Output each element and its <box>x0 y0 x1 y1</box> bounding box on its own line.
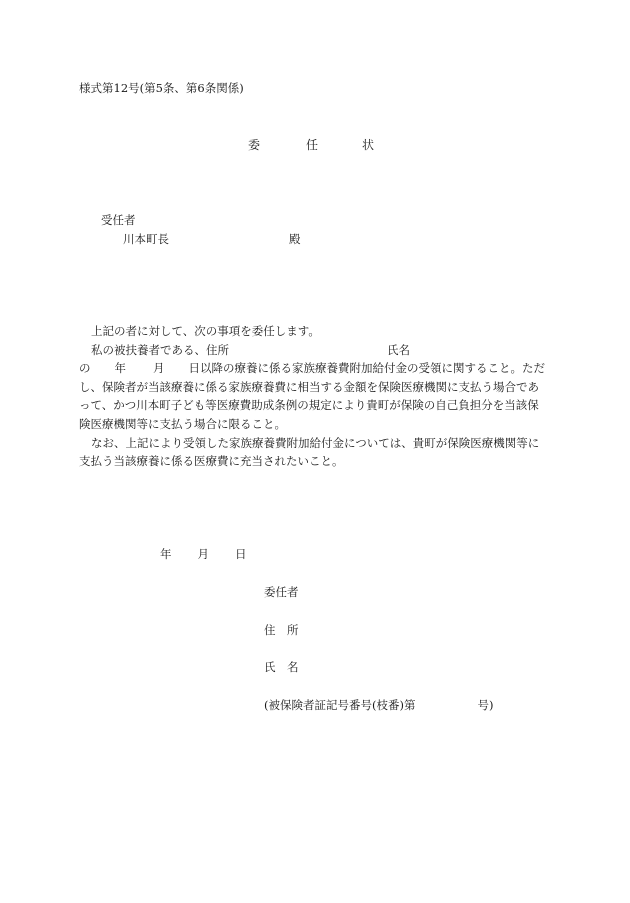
address-prefix: 私の被扶養者である、住所 <box>91 342 229 357</box>
body-line-3 <box>79 359 551 378</box>
title-char-1: 委 <box>248 138 261 152</box>
address-label: 住 所 <box>264 623 299 637</box>
document-title <box>248 137 374 153</box>
body-line-2 <box>79 341 551 360</box>
body-line-4: し、保険者が当該療養に係る家族療養費に相当する金額を保険医療機関に支払う場合であ <box>79 379 539 394</box>
recipient-label: 受任者 <box>101 213 136 227</box>
body-line-3-month: 月 <box>153 361 165 376</box>
date-line <box>160 546 247 562</box>
insurance-number-suffix: 号) <box>477 698 494 712</box>
body-line-6: 険医療機関等に支払う場合に限ること。 <box>79 416 286 431</box>
date-year: 年 <box>160 547 172 561</box>
body-line-5: って、かつ川本町子ども等医療費助成条例の規定により貴町が保険の自己負担分を当該保 <box>79 398 539 413</box>
name-prefix: 氏名 <box>387 342 410 357</box>
body-line-3-start: の <box>79 361 91 376</box>
insurance-number-prefix: (被保険者証記号番号(枝番)第 <box>264 698 416 712</box>
recipient-name: 川本町長 <box>123 232 169 246</box>
body-line-1: 上記の者に対して、次の事項を委任します。 <box>91 324 320 338</box>
date-day: 日 <box>235 547 247 561</box>
title-char-3: 状 <box>362 138 375 152</box>
title-char-2: 任 <box>306 138 319 152</box>
delegator-label: 委任者 <box>264 585 299 599</box>
body-line-8: 支払う当該療養に係る医療費に充当されたいこと。 <box>79 454 344 469</box>
form-number: 様式第12号(第5条、第6条関係) <box>79 81 244 95</box>
insurance-number-line <box>264 697 493 713</box>
recipient-honorific: 殿 <box>289 232 301 246</box>
name-label: 氏 名 <box>264 660 299 674</box>
body-line-7: なお、上記により受領した家族療養費附加給付金については、貴町が保険医療機関等に <box>91 435 540 450</box>
body-line-3-rest: 日以降の療養に係る家族療養費附加給付金の受領に関すること。ただ <box>188 361 545 376</box>
body-line-3-year: 年 <box>114 361 126 376</box>
delegation-body <box>79 322 551 471</box>
date-month: 月 <box>197 547 209 561</box>
